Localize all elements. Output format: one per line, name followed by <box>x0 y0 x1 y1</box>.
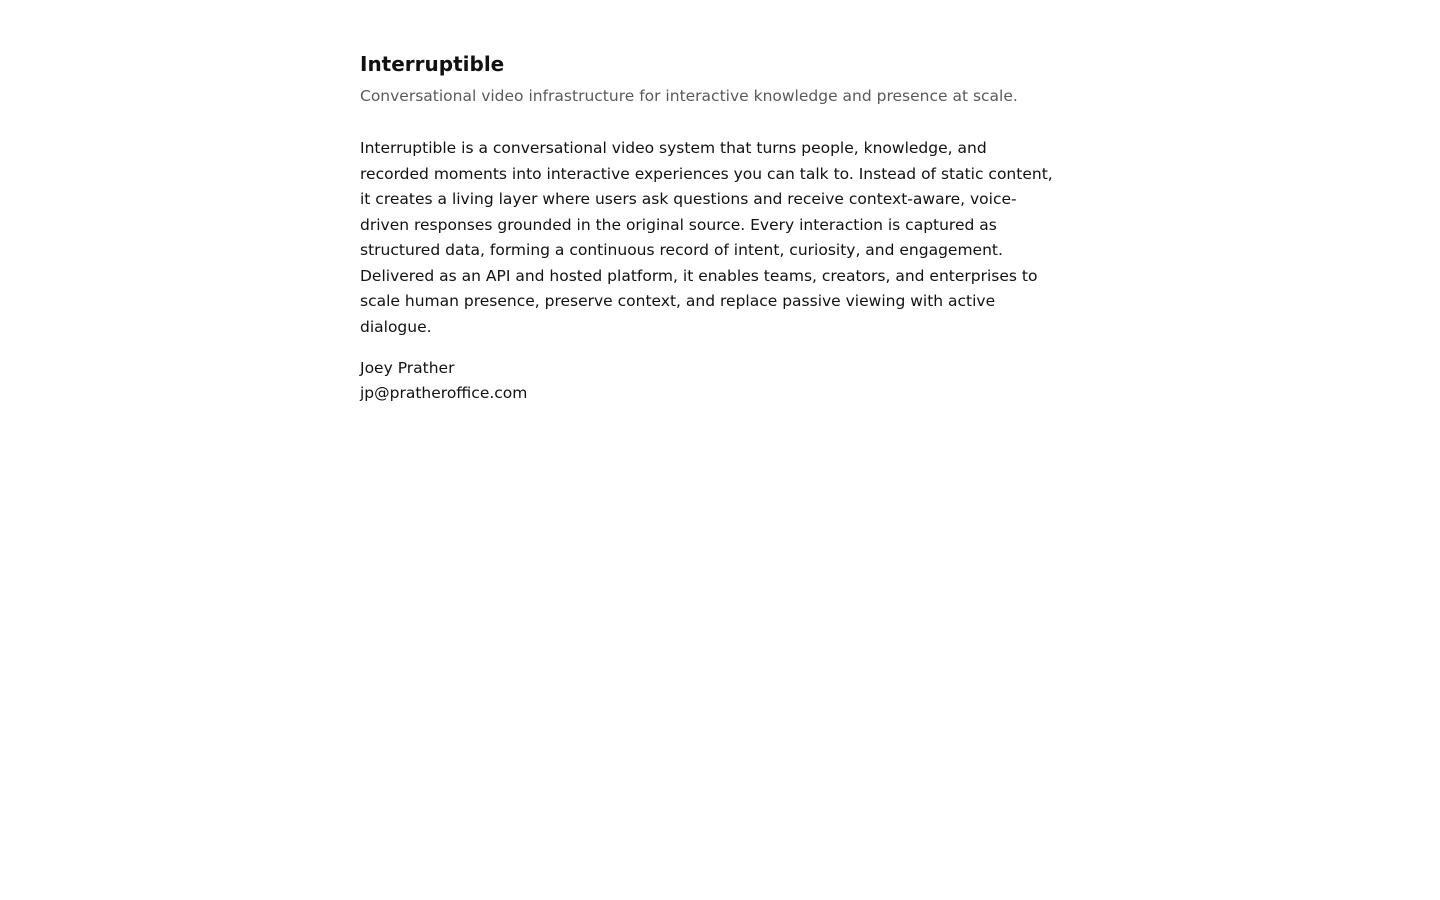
main-content <box>360 48 1060 406</box>
contact-email[interactable]: jp@pratheroffice.com <box>360 384 528 402</box>
product-description: Interruptible is a conversational video system that turns people, knowledge, and recorded moments into interactive experiences you can talk to. Instead of static content, it creates a living layer where users ask questions and receive context-aware, voice-driven responses grounded in the original source. Every interaction is captured as structured data, forming a continuous record of intent, curiosity, and engagement. Delivered as an API and hosted platform, it enables teams, creators, and enterprises to scale human presence, preserve context, and replace passive viewing with active dialogue. <box>360 139 1053 336</box>
page-subtitle: Conversational video infrastructure for interactive knowledge and presence at scale. <box>360 87 1018 105</box>
contact-name: Joey Prather <box>360 359 455 377</box>
contact-block <box>360 356 1060 406</box>
page-title: Interruptible <box>360 52 505 76</box>
